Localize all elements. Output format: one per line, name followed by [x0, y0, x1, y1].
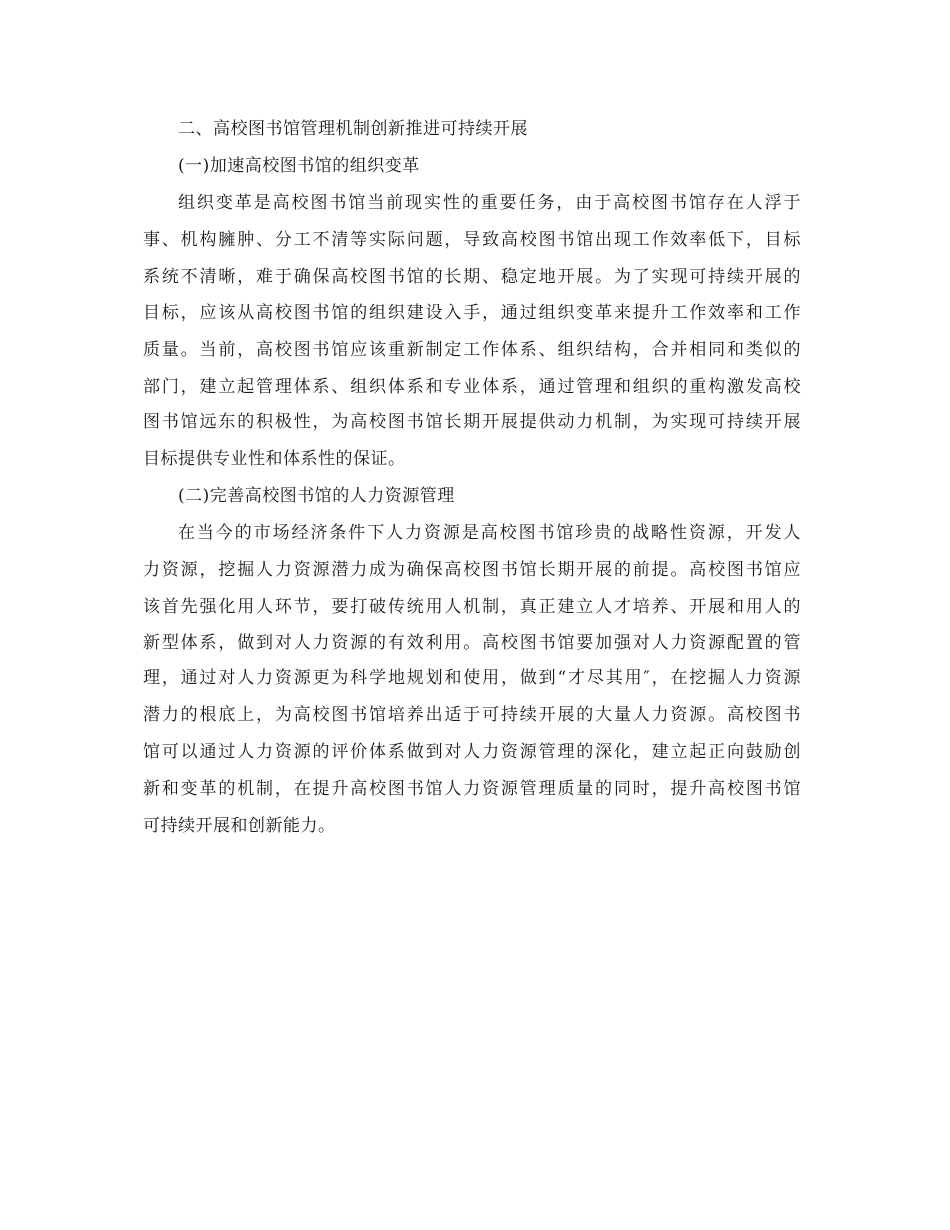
subsection-heading-1: (一)加速高校图书馆的组织变革 [178, 156, 420, 176]
subsection-heading-2: (二)完善高校图书馆的人力资源管理 [178, 486, 455, 506]
paragraph-2-line-3: 该首先强化用人环节，要打破传统用人机制，真正建立人才培养、开展和用人的 [143, 597, 801, 617]
paragraph-1-line-6: 部门，建立起管理体系、组织体系和专业体系，通过管理和组织的重构激发高校 [143, 377, 801, 397]
paragraph-2-line-1: 在当今的市场经济条件下人力资源是高校图书馆珍贵的战略性资源，开发人 [178, 523, 801, 543]
section-heading: 二、高校图书馆管理机制创新推进可持续开展 [178, 119, 528, 139]
paragraph-1-line-5: 质量。当前，高校图书馆应该重新制定工作体系、组织结构，合并相同和类似的 [143, 340, 801, 360]
paragraph-2-line-4: 新型体系，做到对人力资源的有效利用。高校图书馆要加强对人力资源配置的管 [143, 633, 801, 653]
paragraph-2-line-6: 潜力的根底上，为高校图书馆培养出适于可持续开展的大量人力资源。高校图书 [143, 705, 801, 725]
paragraph-1-line-2: 事、机构臃肿、分工不清等实际问题，导致高校图书馆出现工作效率低下，目标 [143, 230, 801, 250]
paragraph-1-line-7: 图书馆远东的积极性，为高校图书馆长期开展提供动力机制，为实现可持续开展 [143, 412, 801, 432]
paragraph-2-line-7: 馆可以通过人力资源的评价体系做到对人力资源管理的深化，建立起正向鼓励创 [143, 742, 801, 762]
paragraph-1-line-3: 系统不清晰，难于确保高校图书馆的长期、稳定地开展。为了实现可持续开展的 [143, 267, 801, 287]
paragraph-1-line-1: 组织变革是高校图书馆当前现实性的重要任务，由于高校图书馆存在人浮于 [178, 193, 801, 213]
paragraph-2-line-5: 理，通过对人力资源更为科学地规划和使用，做到“才尽其用″，在挖掘人力资源 [143, 668, 801, 688]
paragraph-2-line-9: 可持续开展和创新能力。 [143, 816, 336, 836]
paragraph-1-line-8: 目标提供专业性和体系性的保证。 [143, 449, 406, 469]
paragraph-2-line-8: 新和变革的机制，在提升高校图书馆人力资源管理质量的同时，提升高校图书馆 [143, 779, 801, 799]
paragraph-2-line-2: 力资源，挖掘人力资源潜力成为确保高校图书馆长期开展的前提。高校图书馆应 [143, 560, 801, 580]
paragraph-1-line-4: 目标，应该从高校图书馆的组织建设入手，通过组织变革来提升工作效率和工作 [143, 303, 801, 323]
